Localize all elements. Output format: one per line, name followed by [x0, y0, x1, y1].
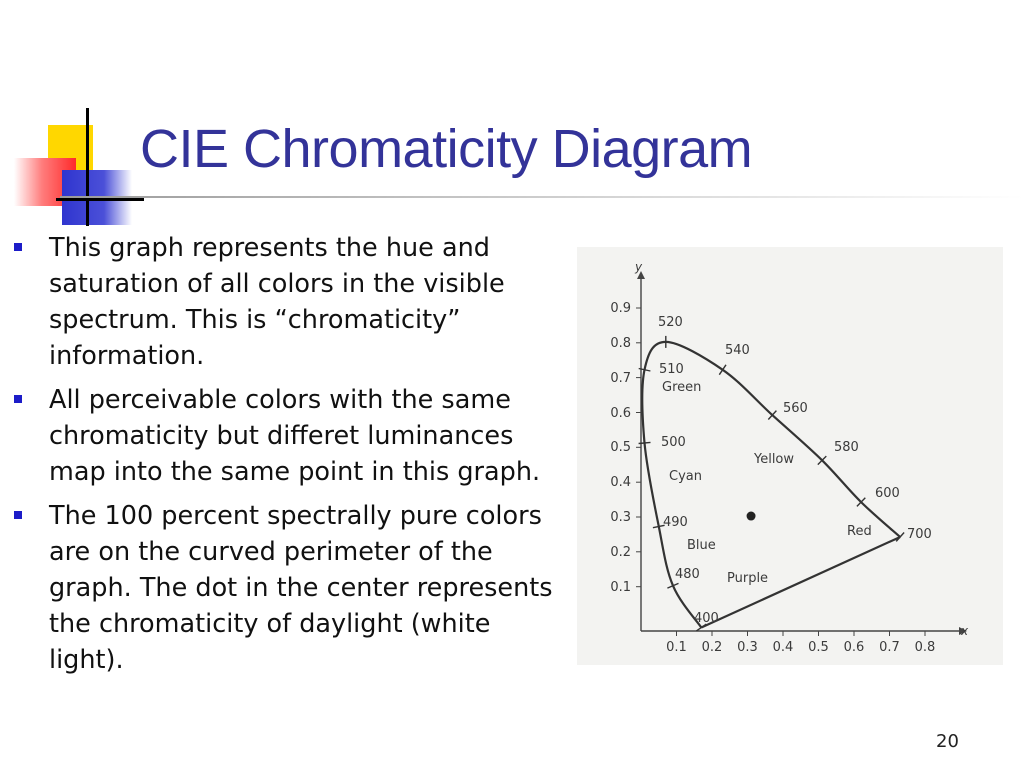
region-label-yellow: Yellow — [754, 452, 795, 467]
region-label-cyan: Cyan — [669, 469, 702, 484]
wavelength-label-520: 520 — [658, 315, 683, 330]
white-point-dot — [747, 512, 756, 521]
region-label-red: Red — [847, 524, 872, 539]
y-tick-label: 0.4 — [610, 475, 631, 490]
y-tick-label: 0.5 — [610, 440, 631, 455]
page-number: 20 — [936, 731, 959, 752]
wavelength-label-580: 580 — [834, 440, 859, 455]
x-tick-label: 0.8 — [914, 640, 936, 655]
region-label-green: Green — [662, 380, 702, 395]
bullet-marker — [14, 395, 22, 403]
bullet-item — [12, 382, 557, 490]
bullet-text: The 100 percent spectrally pure colors are on the curved perimeter of the graph. The dot in the center represents the chromaticity of daylight (white light). — [49, 501, 553, 675]
y-ticks — [610, 301, 641, 595]
x-tick-label: 0.2 — [701, 640, 723, 655]
wavelength-tick-540 — [719, 365, 726, 375]
x-axis-label: x — [961, 624, 969, 638]
bullet-text: This graph represents the hue and saturation of all colors in the visible spectrum. This is “chromaticity” information. — [49, 233, 505, 371]
y-tick-label: 0.1 — [610, 580, 631, 595]
wavelength-label-560: 560 — [783, 401, 808, 416]
logo-vertical-line — [86, 108, 89, 226]
x-ticks — [666, 631, 935, 655]
region-label-purple: Purple — [727, 571, 769, 586]
bullet-item — [12, 498, 557, 678]
chromaticity-diagram — [577, 247, 1003, 665]
wavelength-label-400: 400 — [694, 611, 719, 626]
title-underline — [60, 196, 1024, 198]
slide-title: CIE Chromaticity Diagram — [140, 119, 753, 179]
bullet-marker — [14, 511, 22, 519]
y-tick-label: 0.2 — [610, 545, 631, 560]
decorative-logo — [0, 100, 150, 230]
wavelength-label-540: 540 — [725, 343, 750, 358]
y-tick-label: 0.6 — [610, 406, 631, 421]
wavelength-label-480: 480 — [675, 567, 700, 582]
y-tick-label: 0.3 — [610, 510, 631, 525]
y-tick-label: 0.7 — [610, 371, 631, 386]
wavelength-label-500: 500 — [661, 435, 686, 450]
logo-horizontal-line — [56, 198, 144, 201]
bullet-marker — [14, 243, 22, 251]
x-tick-label: 0.6 — [843, 640, 865, 655]
x-tick-label: 0.3 — [737, 640, 758, 655]
wavelength-label-490: 490 — [663, 515, 688, 530]
x-tick-label: 0.7 — [879, 640, 900, 655]
wavelength-label-510: 510 — [659, 362, 684, 377]
wavelength-label-700: 700 — [907, 527, 932, 542]
region-label-blue: Blue — [687, 538, 716, 553]
y-axis-label: y — [635, 260, 643, 274]
x-tick-label: 0.5 — [808, 640, 829, 655]
bullet-item — [12, 230, 557, 374]
bullet-text: All perceivable colors with the same chromaticity but differet luminances map into the same point in this graph. — [49, 385, 541, 487]
y-tick-label: 0.9 — [610, 301, 631, 316]
x-tick-label: 0.1 — [666, 640, 687, 655]
bullet-list — [12, 230, 557, 686]
y-tick-label: 0.8 — [610, 336, 631, 351]
chromaticity-svg — [577, 247, 1003, 665]
x-tick-label: 0.4 — [772, 640, 794, 655]
wavelength-label-600: 600 — [875, 486, 900, 501]
